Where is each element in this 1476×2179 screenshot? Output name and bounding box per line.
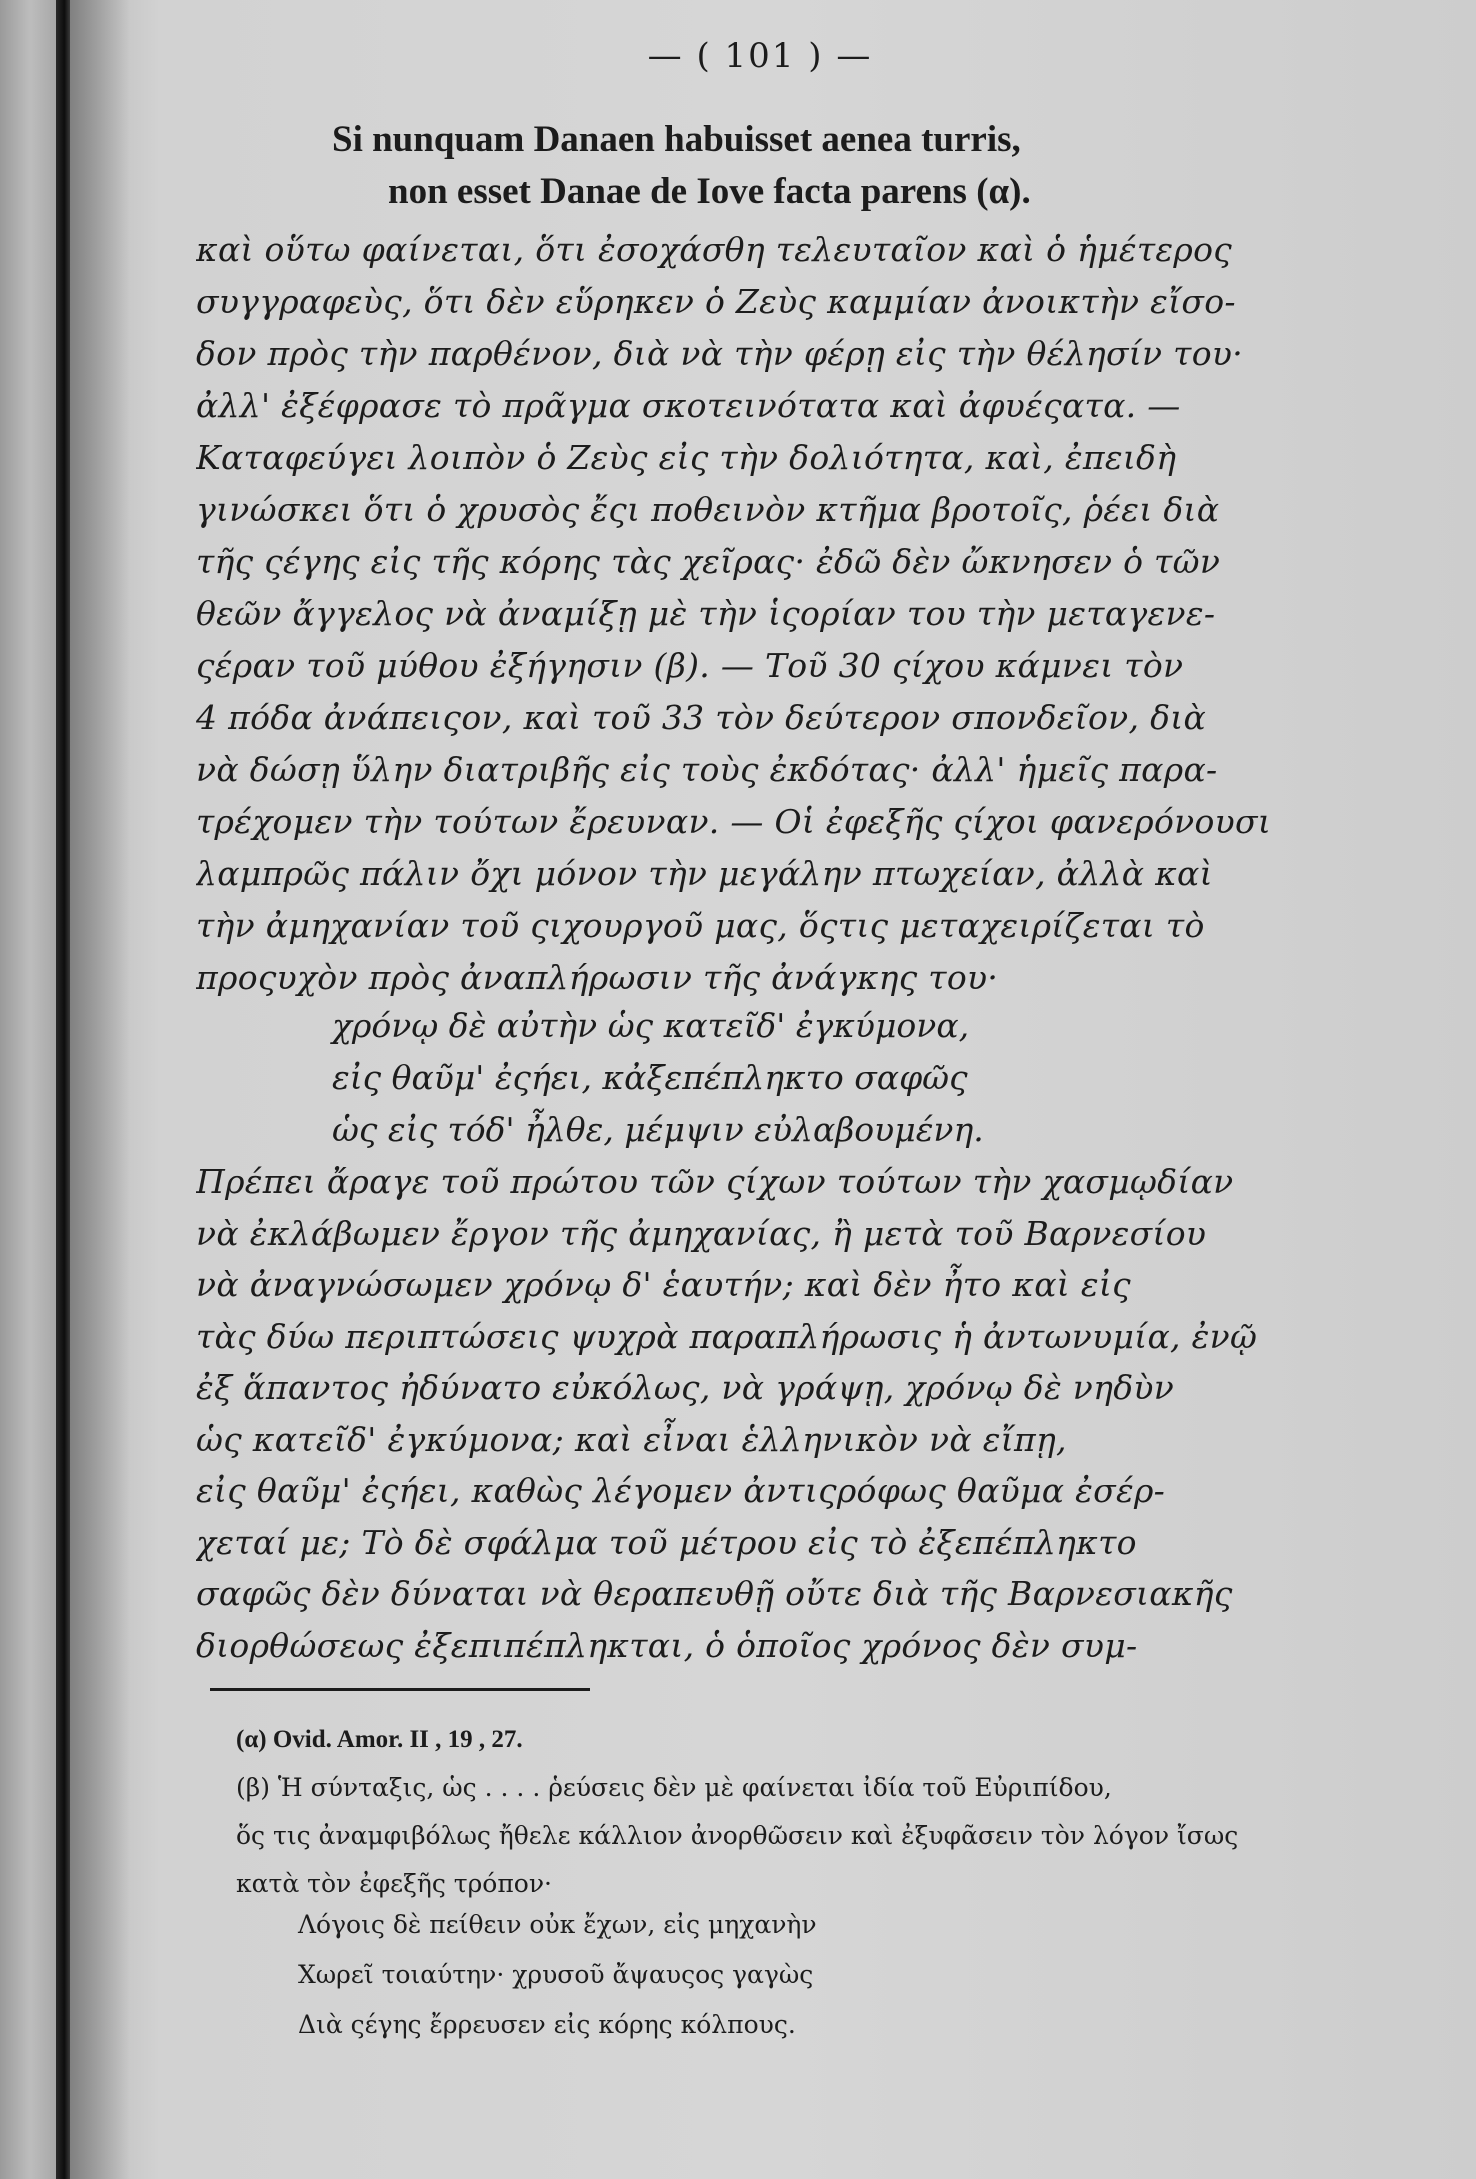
text-line: καὶ οὕτω φαίνεται, ὅτι ἐσοχάσθη τελευταῖον καὶ ὁ ἡμέτερος bbox=[196, 230, 1233, 269]
text-line: νὰ ἀναγνώσωμεν χρόνῳ δ' ἑαυτήν; καὶ δὲν ἦτο καὶ εἰς bbox=[196, 1265, 1131, 1304]
text-line: θεῶν ἄγγελος νὰ ἀναμίξῃ μὲ τὴν ἱςορίαν του τὴν μεταγενε- bbox=[196, 594, 1216, 633]
text-line: Καταφεύγει λοιπὸν ὁ Ζεὺς εἰς τὴν δολιότητα, καὶ, ἐπειδὴ bbox=[196, 438, 1177, 477]
adjacent-page-edge bbox=[0, 0, 56, 2179]
text-line: Πρέπει ἄραγε τοῦ πρώτου τῶν ςίχων τούτων τὴν χασμῳδίαν bbox=[196, 1162, 1234, 1201]
text-line: τρέχομεν τὴν τούτων ἔρευναν. — Οἱ ἐφεξῆς ςίχοι φανερόνουσι bbox=[196, 802, 1272, 841]
footnote-rule bbox=[210, 1688, 590, 1691]
footnote-beta-line: κατὰ τὸν ἐφεξῆς τρόπον· bbox=[236, 1869, 552, 1898]
latin-epigraph-line-1: Si nunquam Danaen habuisset aenea turris, bbox=[332, 119, 1021, 160]
paragraph-2 bbox=[196, 1156, 1346, 1671]
gutter-shadow bbox=[70, 0, 130, 2179]
text-line: τὰς δύω περιπτώσεις ψυχρὰ παραπλήρωσις ἡ ἀντωνυμία, ἐνῷ bbox=[196, 1316, 1258, 1356]
text-line: διορθώσεως ἐξεπιπέπληκται, ὁ ὁποῖος χρόνος δὲν συμ- bbox=[196, 1625, 1138, 1665]
footnote-verse-line: Διὰ ςέγης ἔρρευσεν εἰς κόρης κόλπους. bbox=[298, 2010, 796, 2039]
text-line: 4 πόδα ἀνάπειςον, καὶ τοῦ 33 τὸν δεύτερον σπονδεῖον, διὰ bbox=[196, 698, 1207, 737]
book-gutter bbox=[56, 0, 70, 2179]
footnote-verse bbox=[298, 1900, 817, 2050]
text-line: νὰ δώσῃ ὕλην διατριβῆς εἰς τοὺς ἐκδότας· ἀλλ' ἡμεῖς παρα- bbox=[196, 750, 1218, 789]
paragraph-1 bbox=[196, 224, 1346, 1004]
text-line: ἀλλ' ἐξέφρασε τὸ πρᾶγμα σκοτεινότατα καὶ ἀφυέςατα. — bbox=[196, 386, 1181, 425]
text-line: τὴν ἀμηχανίαν τοῦ ςιχουργοῦ μας, ὅςτις μεταχειρίζεται τὸ bbox=[196, 906, 1205, 945]
footnote-alpha: (α) Ovid. Amor. II , 19 , 27. bbox=[236, 1726, 523, 1753]
text-line: ὡς κατεῖδ' ἐγκύμονα; καὶ εἶναι ἑλληνικὸν νὰ εἴπῃ, bbox=[196, 1419, 1067, 1459]
verse-quotation bbox=[332, 1000, 984, 1156]
text-line: νὰ ἐκλάβωμεν ἔργον τῆς ἀμηχανίας, ἢ μετὰ τοῦ Βαρνεσίου bbox=[196, 1213, 1207, 1253]
footnote-beta-line: (β) Ἡ σύνταξις, ὡς . . . . ῥεύσεις δὲν μὲ φαίνεται ἰδία τοῦ Εὐριπίδου, bbox=[236, 1773, 1112, 1802]
text-line: συγγραφεὺς, ὅτι δὲν εὕρηκεν ὁ Ζεὺς καμμίαν ἀνοικτὴν εἴσο- bbox=[196, 282, 1236, 321]
text-line: λαμπρῶς πάλιν ὄχι μόνον τὴν μεγάλην πτωχείαν, ἀλλὰ καὶ bbox=[196, 854, 1213, 893]
footnote-verse-line: Λόγοις δὲ πείθειν οὐκ ἔχων, εἰς μηχανὴν bbox=[298, 1910, 817, 1939]
text-line: ἐξ ἅπαντος ἠδύνατο εὐκόλως, νὰ γράψῃ, χρόνῳ δὲ νηδὺν bbox=[196, 1368, 1175, 1407]
text-line: δον πρὸς τὴν παρθένον, διὰ νὰ τὴν φέρῃ εἰς τὴν θέλησίν του· bbox=[196, 334, 1244, 373]
page-number: — ( 101 ) — bbox=[647, 36, 873, 76]
text-line: χεταί με; Τὸ δὲ σφάλμα τοῦ μέτρου εἰς τὸ ἐξεπέπληκτο bbox=[196, 1522, 1137, 1562]
text-line: σαφῶς δὲν δύναται νὰ θεραπευθῇ οὔτε διὰ τῆς Βαρνεσιακῆς bbox=[196, 1574, 1233, 1613]
book-page bbox=[70, 0, 1476, 2179]
text-line: προςυχὸν πρὸς ἀναπλήρωσιν τῆς ἀνάγκης του· bbox=[196, 958, 999, 997]
verse-line: εἰς θαῦμ' ἐςήει, κἀξεπέπληκτο σαφῶς bbox=[332, 1058, 968, 1097]
footnotes bbox=[236, 1716, 1238, 1908]
verse-line: χρόνῳ δὲ αὐτὴν ὡς κατεῖδ' ἐγκύμονα, bbox=[332, 1006, 970, 1045]
footnote-beta-line: ὅς τις ἀναμφιβόλως ἤθελε κάλλιον ἀνορθῶσειν καὶ ἐξυφᾶσειν τὸν λόγον ἴσως bbox=[236, 1821, 1239, 1850]
text-line: τῆς ςέγης εἰς τῆς κόρης τὰς χεῖρας· ἐδῶ δὲν ὤκνησεν ὁ τῶν bbox=[196, 542, 1221, 581]
text-line: ςέραν τοῦ μύθου ἐξήγησιν (β). — Τοῦ 30 ςίχου κάμνει τὸν bbox=[196, 646, 1184, 685]
latin-epigraph-line-2: non esset Danae de Iove facta parens (α). bbox=[388, 171, 1031, 212]
verse-line: ὡς εἰς τόδ' ἦλθε, μέμψιν εὐλαβουμένη. bbox=[332, 1110, 984, 1149]
footnote-verse-line: Χωρεῖ τοιαύτην· χρυσοῦ ἄψαυςος γαγὼς bbox=[298, 1960, 814, 1989]
text-line: γινώσκει ὅτι ὁ χρυσὸς ἔςι ποθεινὸν κτῆμα βροτοῖς, ῥέει διὰ bbox=[196, 490, 1220, 529]
text-line: εἰς θαῦμ' ἐςήει, καθὼς λέγομεν ἀντιςρόφως θαῦμα ἐσέρ- bbox=[196, 1471, 1166, 1510]
